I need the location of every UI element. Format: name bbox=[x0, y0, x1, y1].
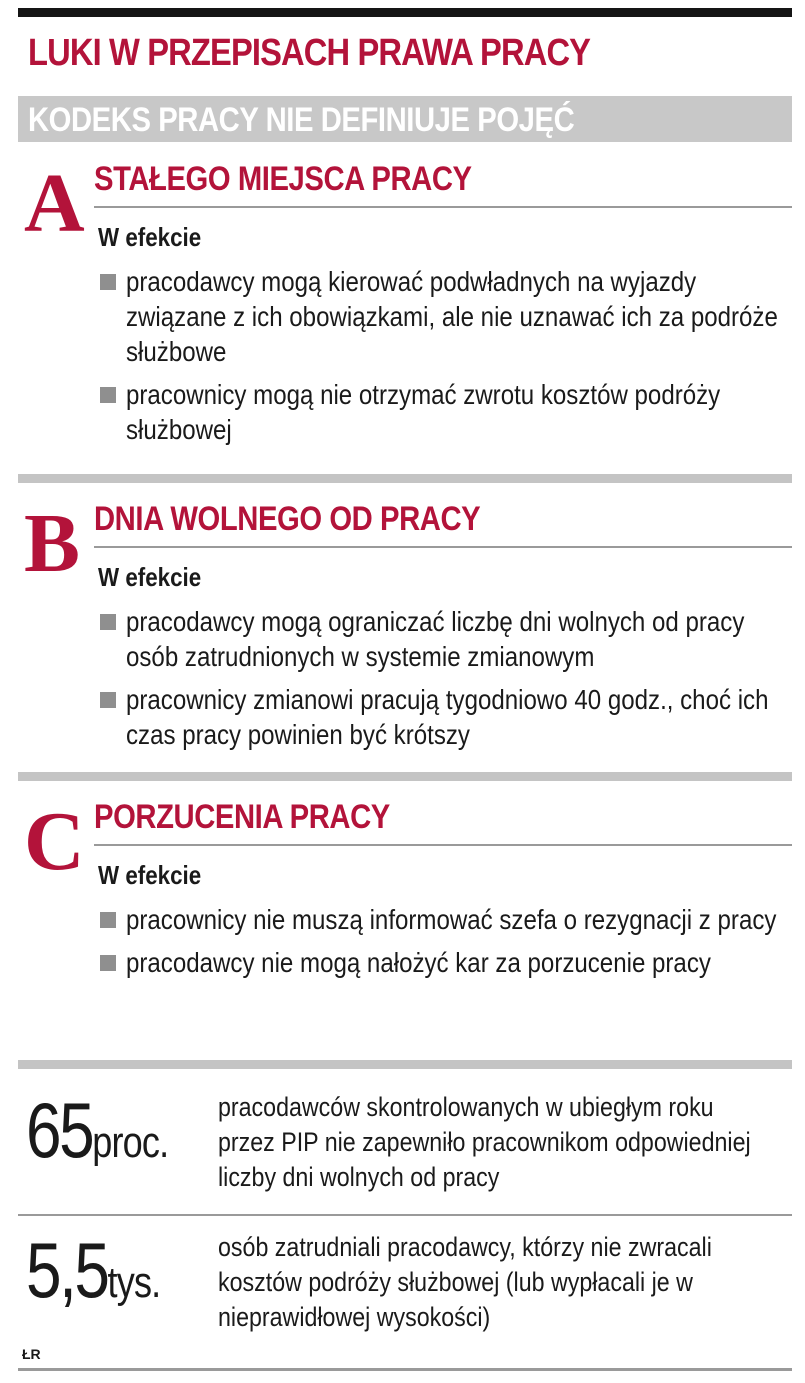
square-bullet-icon bbox=[100, 387, 116, 403]
page-title: LUKI W PRZEPISACH PRAWA PRACY bbox=[28, 32, 591, 74]
square-bullet-icon bbox=[100, 912, 116, 928]
heading-rule bbox=[94, 546, 792, 548]
stat-description: pracodawców skontrolowanych w ubiegłym roku przez PIP nie zapewniło pracownikom odpowiedniej liczby dni wolnych od pracy bbox=[218, 1092, 751, 1192]
section-letter: A bbox=[24, 157, 85, 250]
section-heading: PORZUCENIA PRACY bbox=[94, 798, 390, 836]
bullet-text: pracownicy zmianowi pracują tygodniowo 40 godz., choć ich czas pracy powinien być krótszy bbox=[126, 684, 769, 750]
list-item bbox=[98, 682, 788, 752]
bullet-text: pracownicy nie muszą informować szefa o rezygnacji z pracy bbox=[126, 904, 777, 935]
top-rule bbox=[18, 8, 792, 17]
bullet-list bbox=[98, 902, 788, 988]
effect-label: W efekcie bbox=[98, 860, 202, 890]
bullet-text: pracodawcy mogą kierować podwładnych na wyjazdy związane z ich obowiązkami, ale nie uznawać ich za podróże służbowe bbox=[126, 266, 778, 367]
section-heading: DNIA WOLNEGO OD PRACY bbox=[94, 500, 481, 538]
stat-description: osób zatrudniali pracodawcy, którzy nie zwracali kosztów podróży służbowej (lub wypłacali je w nieprawidłowej wysokości) bbox=[218, 1232, 712, 1332]
section-divider bbox=[18, 772, 792, 781]
bottom-rule bbox=[18, 1368, 792, 1371]
subtitle-text: KODEKS PRACY NIE DEFINIUJE POJĘĆ bbox=[28, 101, 575, 139]
heading-rule bbox=[94, 844, 792, 846]
square-bullet-icon bbox=[100, 274, 116, 290]
bullet-list bbox=[98, 264, 788, 455]
stat-number bbox=[26, 1086, 169, 1183]
square-bullet-icon bbox=[100, 692, 116, 708]
subtitle-bar bbox=[18, 96, 792, 142]
list-item bbox=[98, 604, 788, 674]
section-letter: C bbox=[24, 795, 85, 888]
stat-value: 5,5 bbox=[26, 1226, 108, 1314]
stat-number bbox=[26, 1226, 161, 1323]
bullet-text: pracownicy mogą nie otrzymać zwrotu kosztów podróży służbowej bbox=[126, 379, 721, 445]
list-item bbox=[98, 945, 788, 980]
effect-label: W efekcie bbox=[98, 562, 202, 592]
stat-block bbox=[18, 1086, 792, 1196]
section-c bbox=[18, 788, 792, 1038]
section-divider bbox=[18, 1060, 792, 1069]
square-bullet-icon bbox=[100, 955, 116, 971]
section-letter: B bbox=[24, 497, 81, 590]
stat-value: 65 bbox=[26, 1086, 93, 1174]
list-item bbox=[98, 377, 788, 447]
stat-block bbox=[18, 1226, 792, 1336]
section-heading: STAŁEGO MIEJSCA PRACY bbox=[94, 160, 472, 198]
heading-rule bbox=[94, 206, 792, 208]
author-credit: ŁR bbox=[22, 1346, 41, 1362]
bullet-list bbox=[98, 604, 788, 760]
list-item bbox=[98, 902, 788, 937]
section-b bbox=[18, 490, 792, 770]
section-a bbox=[18, 150, 792, 470]
stat-divider bbox=[18, 1214, 792, 1216]
list-item bbox=[98, 264, 788, 369]
effect-label: W efekcie bbox=[98, 222, 202, 252]
stat-unit: tys. bbox=[107, 1258, 161, 1307]
section-divider bbox=[18, 474, 792, 483]
bullet-text: pracodawcy mogą ograniczać liczbę dni wolnych od pracy osób zatrudnionych w systemie zmianowym bbox=[126, 606, 745, 672]
stat-unit: proc. bbox=[92, 1118, 169, 1167]
square-bullet-icon bbox=[100, 614, 116, 630]
bullet-text: pracodawcy nie mogą nałożyć kar za porzucenie pracy bbox=[126, 947, 711, 978]
